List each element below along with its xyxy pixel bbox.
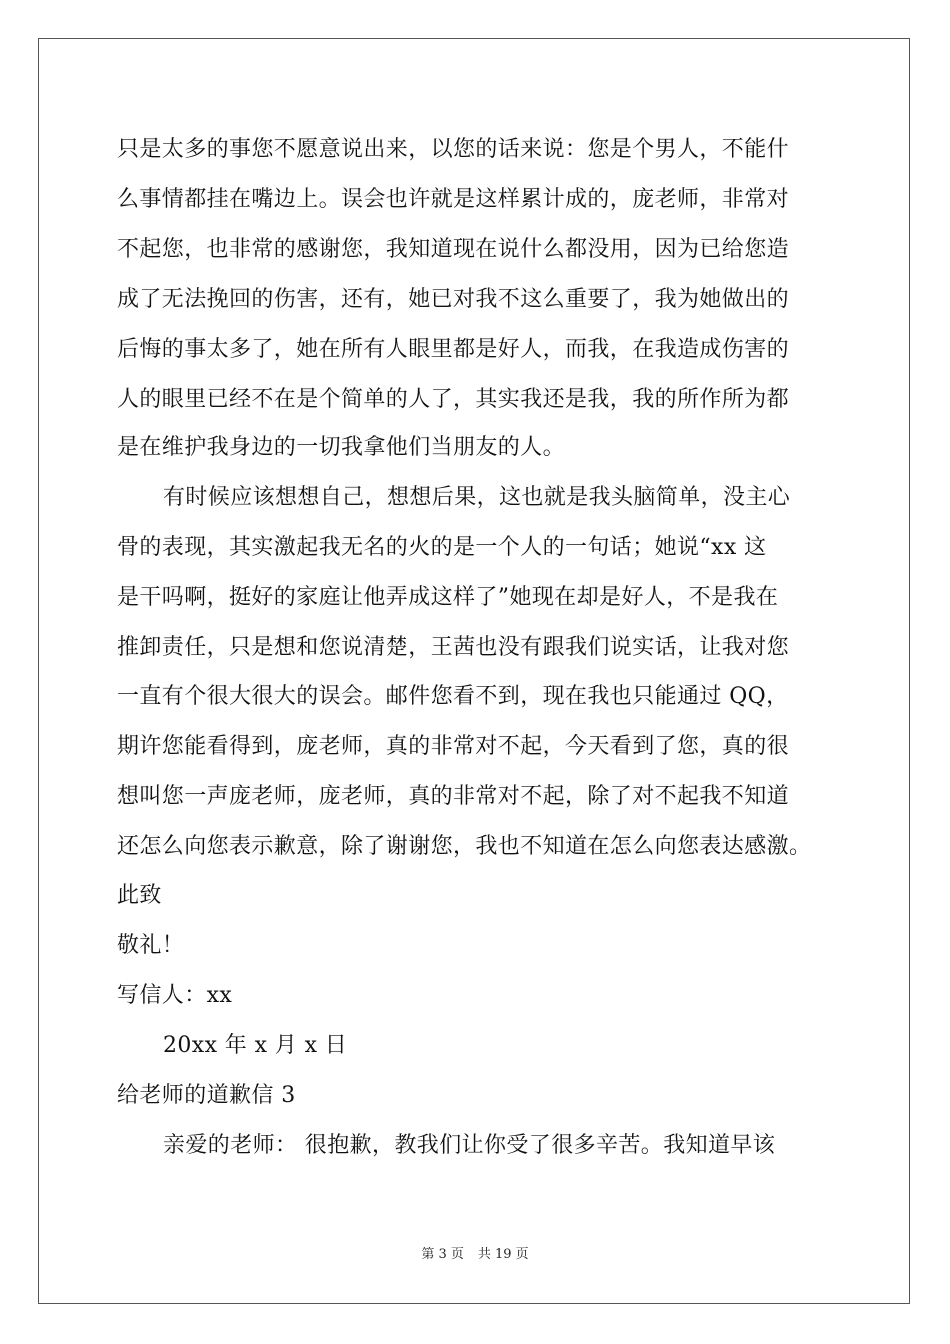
body-line: 不起您，也非常的感谢您，我知道现在说什么都没用，因为已给您造	[117, 237, 790, 262]
body-line: 么事情都挂在嘴边上。误会也许就是这样累计成的，庞老师，非常对	[117, 187, 790, 212]
body-line: 期许您能看得到，庞老师，真的非常对不起，今天看到了您，真的很	[117, 734, 790, 759]
body-line: 推卸责任，只是想和您说清楚，王茜也没有跟我们说实话，让我对您	[117, 635, 790, 660]
body-line: 后悔的事太多了，她在所有人眼里都是好人，而我，在我造成伤害的	[117, 337, 790, 362]
page-number: 第 3 页	[421, 1247, 464, 1262]
page-footer	[0, 1246, 950, 1264]
body-line: 人的眼里已经不在是个简单的人了，其实我还是我，我的所作所为都	[117, 387, 790, 412]
body-line: 亲爱的老师： 很抱歉，教我们让你受了很多辛苦。我知道早该	[163, 1133, 776, 1158]
letter-date: 20xx 年 x 月 x 日	[163, 1033, 348, 1058]
body-line: 还怎么向您表示歉意，除了谢谢您，我也不知道在怎么向您表达感激。	[117, 834, 812, 859]
page-total: 共 19 页	[477, 1247, 529, 1262]
signature: 写信人：xx	[117, 983, 233, 1008]
body-line: 骨的表现，其实激起我无名的火的是一个人的一句话；她说“xx 这	[117, 535, 767, 560]
body-line: 只是太多的事您不愿意说出来，以您的话来说：您是个男人，不能什	[117, 137, 790, 162]
closing-regards: 敬礼！	[117, 933, 185, 958]
body-line: 成了无法挽回的伤害，还有，她已对我不这么重要了，我为她做出的	[117, 287, 790, 312]
page-border	[38, 38, 910, 1304]
body-line: 是在维护我身边的一切我拿他们当朋友的人。	[117, 435, 566, 460]
section-title: 给老师的道歉信 3	[117, 1083, 296, 1108]
body-line: 想叫您一声庞老师，庞老师，真的非常对不起，除了对不起我不知道	[117, 784, 790, 809]
closing-salutation: 此致	[117, 883, 162, 908]
body-line: 是干吗啊，挺好的家庭让他弄成这样了”她现在却是好人，不是我在	[117, 585, 779, 610]
body-line: 一直有个很大很大的误会。邮件您看不到，现在我也只能通过 QQ，	[117, 684, 789, 709]
body-line: 有时候应该想想自己，想想后果，这也就是我头脑简单，没主心	[163, 485, 791, 510]
